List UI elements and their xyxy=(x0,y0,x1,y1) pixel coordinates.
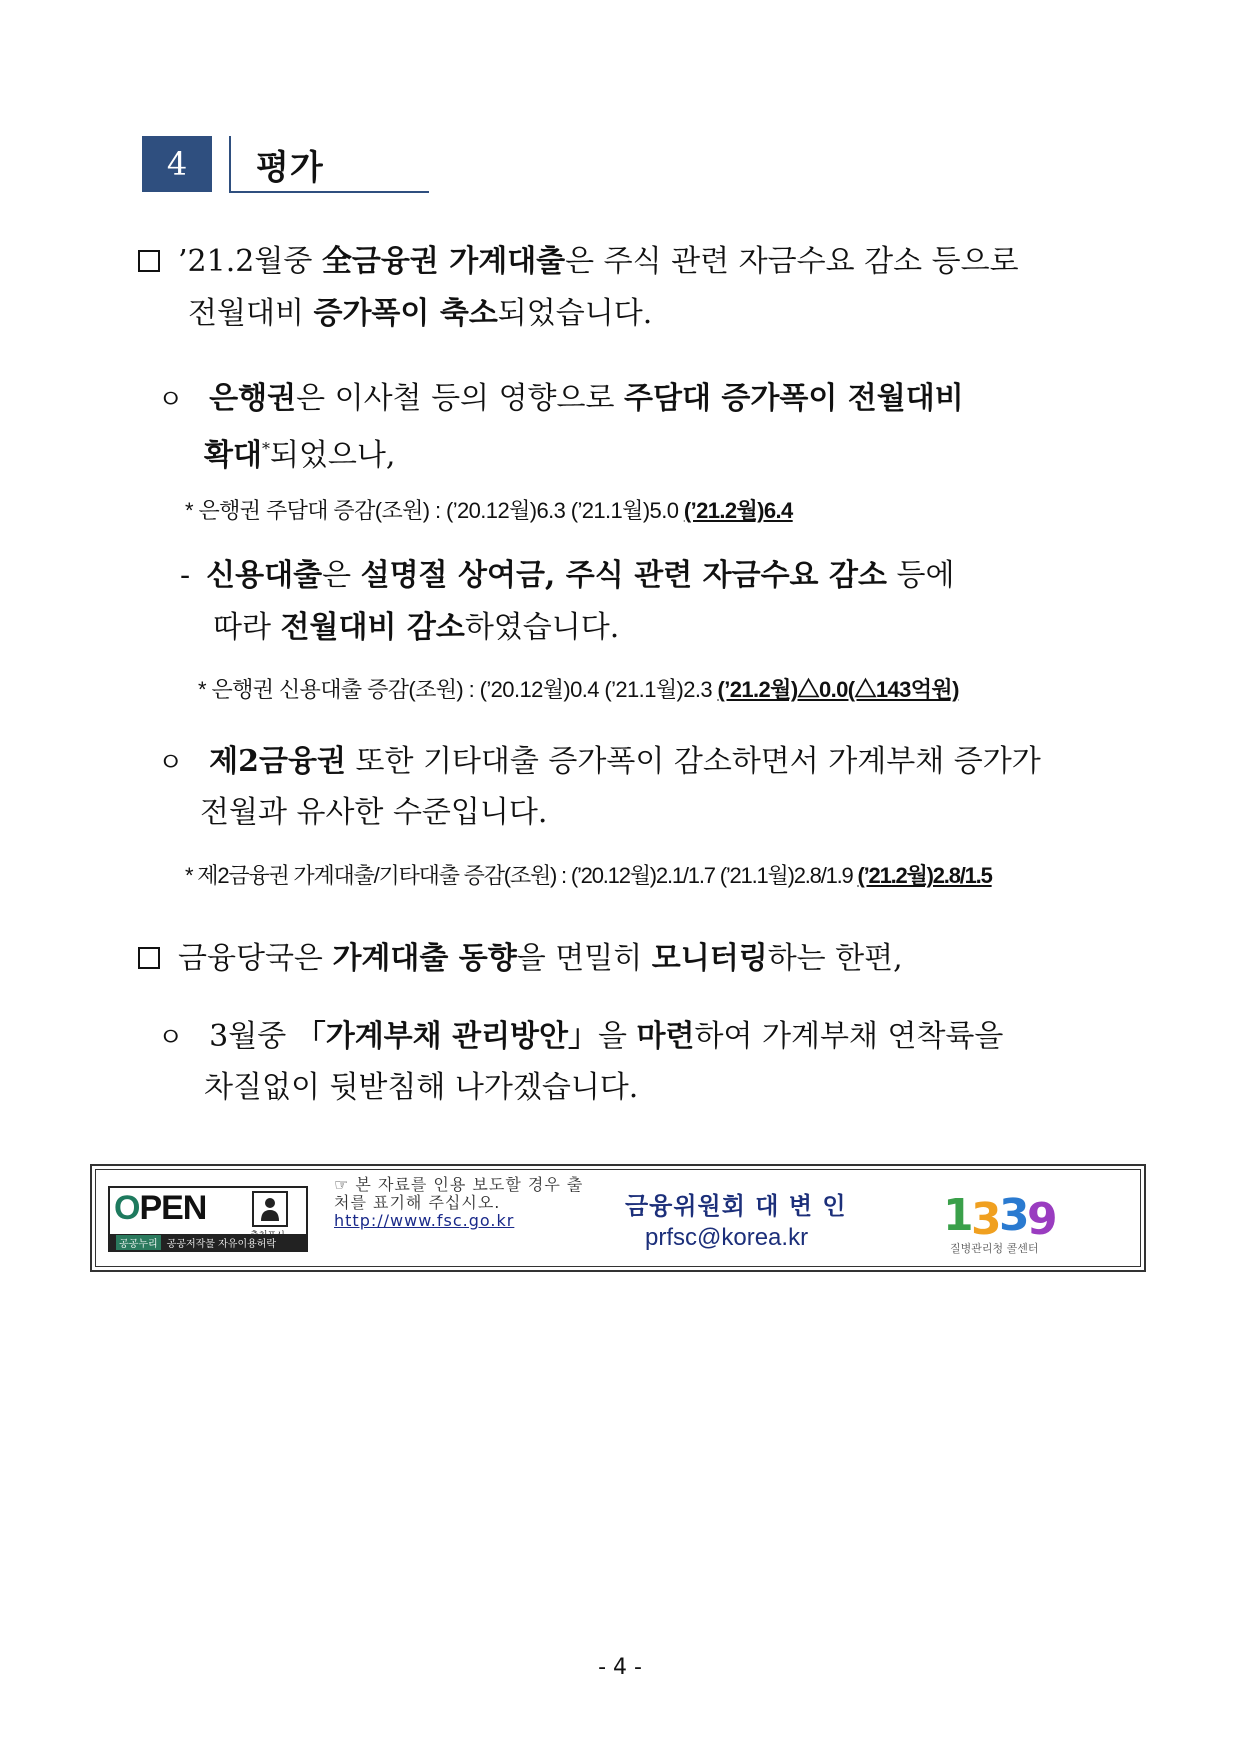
logo-digit: 3 xyxy=(999,1190,1030,1241)
kogl-open-wordmark: OPEN xyxy=(114,1189,207,1227)
logo-digit: 9 xyxy=(1027,1194,1058,1245)
section-underline xyxy=(229,191,429,193)
note-credit: * 은행권 신용대출 증감(조원) : (’20.12월)0.4 (’21.1월)2.3 (’21.2월)△0.0(△143억원) xyxy=(198,677,959,702)
section-divider xyxy=(229,136,231,193)
section-number: 4 xyxy=(142,136,212,192)
bullet-banks-line2: 확대*되었으나, xyxy=(204,438,396,473)
attribution-person-icon xyxy=(252,1191,288,1227)
bullet-nonbank-line2: 전월과 유사한 수준입니다. xyxy=(200,795,548,830)
page-number: - 4 - xyxy=(598,1655,642,1680)
bullet-plan-line2: 차질없이 뒷받침해 나가겠습니다. xyxy=(204,1070,639,1105)
checkbox-square-icon xyxy=(138,947,160,969)
section-title: 평가 xyxy=(256,148,324,188)
note-mortgage: * 은행권 주담대 증감(조원) : (’20.12월)6.3 (’21.1월)5.0 (’21.2월)6.4 xyxy=(185,498,793,523)
checkbox-square-icon xyxy=(138,250,160,272)
dash-credit-loans-line2: 따라 전월대비 감소하였습니다. xyxy=(213,610,620,645)
bullet-nonbank: ㅇ 제2금융권 또한 기타대출 증가폭이 감소하면서 가계부채 증가가 xyxy=(158,736,1103,789)
paragraph-1: ’21.2월중 全금융권 가계대출은 주식 관련 자금수요 감소 등으로 xyxy=(138,236,1103,288)
spokesperson-email: prfsc@korea.kr xyxy=(645,1224,809,1251)
hotline-label: 질병관리청 콜센터 xyxy=(950,1242,1039,1255)
bullet-plan: ㅇ 3월중 「가계부채 관리방안」을 마련하여 가계부채 연착륙을 xyxy=(158,1011,1103,1064)
bullet-circle-icon: ㅇ xyxy=(158,1023,184,1053)
paragraph-1-line2: 전월대비 증가폭이 축소되었습니다. xyxy=(188,296,653,331)
bullet-circle-icon: ㅇ xyxy=(158,385,184,415)
logo-digit: 3 xyxy=(971,1194,1002,1245)
note-nonbank: * 제2금융권 가계대출/기타대출 증감(조원) : (’20.12월)2.1/1.7 (’21.1월)2.8/1.9 (’21.2월)2.8/1.5 xyxy=(185,863,992,888)
citation-notice: ☞ 본 자료를 인용 보도할 경우 출처를 표기해 주십시오. http://www.fsc.go.kr xyxy=(334,1175,584,1230)
kogl-license-strip: 공공누리 공공저작물 자유이용허락 xyxy=(110,1234,306,1250)
spokesperson-label: 금융위원회 대 변 인 xyxy=(625,1192,847,1220)
paragraph-2: 금융당국은 가계대출 동향을 면밀히 모니터링하는 한편, xyxy=(138,933,1103,985)
logo-digit: 1 xyxy=(943,1190,974,1241)
bullet-banks: ㅇ 은행권은 이사철 등의 영향으로 주담대 증가폭이 전월대비 xyxy=(158,373,1103,426)
dash-credit-loans: - 신용대출은 설명절 상여금, 주식 관련 자금수요 감소 등에 xyxy=(180,558,955,593)
fsc-website-link[interactable]: http://www.fsc.go.kr xyxy=(334,1211,515,1230)
bullet-circle-icon: ㅇ xyxy=(158,748,184,778)
